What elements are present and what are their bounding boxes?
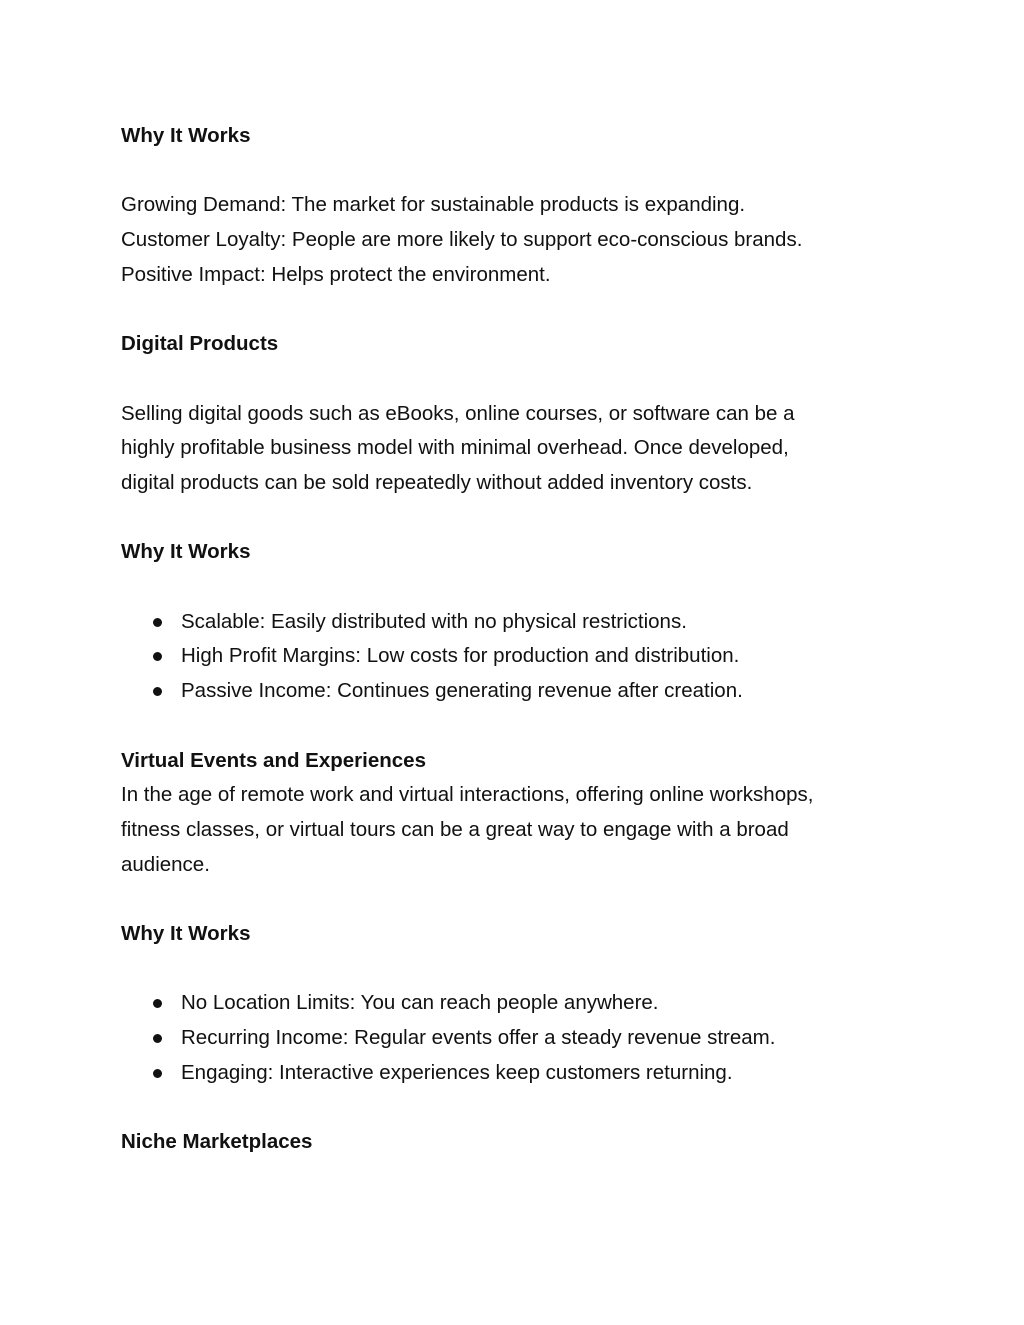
section-heading-why-it-works-2: Why It Works <box>121 540 251 564</box>
list-item-text: Engaging: Interactive experiences keep customers returning. <box>181 1060 733 1084</box>
section-heading-why-it-works-3: Why It Works <box>121 922 251 946</box>
spacer <box>121 709 911 744</box>
list-item-text: No Location Limits: You can reach people anywhere. <box>181 991 659 1015</box>
bullet-icon <box>153 999 162 1008</box>
paragraph-line: digital products can be sold repeatedly without added inventory costs. <box>121 470 753 494</box>
bullet-list <box>121 605 911 709</box>
section-heading-why-it-works-1: Why It Works <box>121 124 251 147</box>
paragraph-line: Growing Demand: The market for sustainable products is expanding. <box>121 193 746 217</box>
spacer <box>121 293 911 328</box>
list-item-text: High Profit Margins: Low costs for production and distribution. <box>181 644 740 668</box>
list-item-text: Recurring Income: Regular events offer a steady revenue stream. <box>181 1026 776 1050</box>
spacer <box>121 154 911 189</box>
spacer <box>121 362 911 397</box>
paragraph-line: In the age of remote work and virtual interactions, offering online workshops, <box>121 783 814 807</box>
document-content <box>121 119 911 1160</box>
list-item-text: Scalable: Easily distributed with no physical restrictions. <box>181 609 687 633</box>
spacer <box>121 882 911 917</box>
paragraph-line: Selling digital goods such as eBooks, online courses, or software can be a <box>121 401 795 425</box>
section-heading-virtual-events: Virtual Events and Experiences <box>121 748 426 772</box>
paragraph-line: Positive Impact: Helps protect the environment. <box>121 262 551 286</box>
list-item <box>121 1021 911 1056</box>
paragraph-line: audience. <box>121 852 210 876</box>
section-heading-digital-products: Digital Products <box>121 332 279 356</box>
list-item-text: Passive Income: Continues generating revenue after creation. <box>181 679 743 703</box>
paragraph-line: Customer Loyalty: People are more likely to support eco-conscious brands. <box>121 228 803 252</box>
spacer <box>121 1091 911 1126</box>
bullet-icon <box>153 652 162 661</box>
bullet-icon <box>153 1034 162 1043</box>
bullet-icon <box>153 618 162 627</box>
bullet-icon <box>153 687 162 696</box>
list-item <box>121 674 911 709</box>
bullet-icon <box>153 1069 162 1078</box>
spacer <box>121 952 911 987</box>
spacer <box>121 501 911 536</box>
spacer <box>121 570 911 605</box>
list-item <box>121 639 911 674</box>
section-heading-niche-marketplaces: Niche Marketplaces <box>121 1130 313 1154</box>
paragraph-line: fitness classes, or virtual tours can be a great way to engage with a broad <box>121 817 789 841</box>
list-item <box>121 605 911 640</box>
list-item <box>121 986 911 1021</box>
list-item <box>121 1056 911 1091</box>
bullet-list <box>121 986 911 1090</box>
paragraph-line: highly profitable business model with minimal overhead. Once developed, <box>121 436 789 460</box>
